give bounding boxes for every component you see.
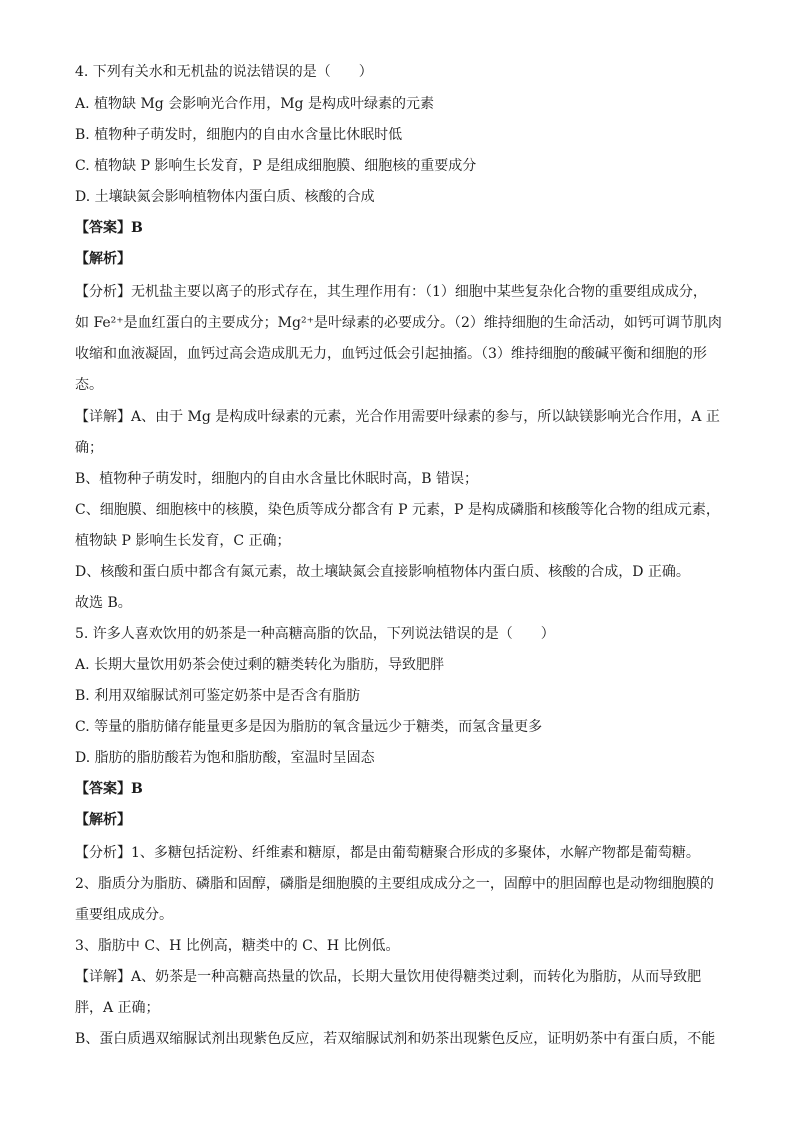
question-4-option-c: C. 植物缺 P 影响生长发育，P 是组成细胞膜、细胞核的重要成分 [75,158,477,174]
question-5-option-d: D. 脂肪的脂肪酸若为饱和脂肪酸，室温时呈固态 [75,750,375,766]
question-4-detail-line: C、细胞膜、细胞核中的核膜，染色质等成分都含有 P 元素，P 是构成磷脂和核酸等化合物的组成元素， [75,502,720,518]
question-5-fenxi-line: 重要组成成分。 [75,907,173,923]
question-4-detail-line: D、核酸和蛋白质中都含有氮元素，故土壤缺氮会直接影响植物体内蛋白质、核酸的合成，D 正确。 [75,564,690,580]
question-5-detail-line: B、蛋白质遇双缩脲试剂出现紫色反应，若双缩脲试剂和奶茶出现紫色反应，证明奶茶中有蛋白质，不能 [75,1031,716,1047]
question-4-analysis-header: 【解析】 [75,251,131,267]
question-5-option-a: A. 长期大量饮用奶茶会使过剩的糖类转化为脂肪，导致肥胖 [75,657,445,673]
question-4-detail-line: B、植物种子萌发时，细胞内的自由水含量比休眠时高，B 错误； [75,471,479,487]
question-4-option-b: B. 植物种子萌发时，细胞内的自由水含量比休眠时低 [75,127,403,143]
question-5-option-c: C. 等量的脂肪储存能量更多是因为脂肪的氧含量远少于糖类，而氢含量更多 [75,719,543,735]
question-5-fenxi-line: 2、脂质分为脂肪、磷脂和固醇，磷脂是细胞膜的主要组成成分之一，固醇中的胆固醇也是动物细胞膜的 [75,876,714,892]
question-4-detail-line: 【详解】A、由于 Mg 是构成叶绿素的元素，光合作用需要叶绿素的参与，所以缺镁影响光合作用，A 正 [75,409,720,425]
question-4-option-d: D. 土壤缺氮会影响植物体内蛋白质、核酸的合成 [75,189,375,205]
question-4-option-a: A. 植物缺 Mg 会影响光合作用，Mg 是构成叶绿素的元素 [75,96,434,112]
question-5-fenxi-line: 3、脂肪中 C、H 比例高，糖类中的 C、H 比例低。 [75,938,400,954]
question-5-fenxi-line: 【分析】1、多糖包括淀粉、纤维素和糖原，都是由葡萄糖聚合形成的多聚体，水解产物都是葡萄糖。 [75,845,700,861]
question-4-stem: 4. 下列有关水和无机盐的说法错误的是（ ） [75,64,373,80]
question-4-fenxi-line: 【分析】无机盐主要以离子的形式存在，其生理作用有：（1）细胞中某些复杂化合物的重要组成成分， [75,284,707,300]
question-5-stem: 5. 许多人喜欢饮用的奶茶是一种高糖高脂的饮品，下列说法错误的是（ ） [75,626,555,642]
question-4-fenxi-line: 如 Fe²⁺是血红蛋白的主要成分；Mg²⁺是叶绿素的必要成分。（2）维持细胞的生命活动，如钙可调节肌肉 [75,315,722,331]
question-4-detail-line: 植物缺 P 影响生长发育，C 正确； [75,533,291,549]
question-4-answer: 【答案】B [75,220,143,236]
question-4-detail-line: 确； [75,440,103,456]
question-5-detail-line: 【详解】A、奶茶是一种高糖高热量的饮品，长期大量饮用使得糖类过剩，而转化为脂肪，从而导致肥 [75,969,702,985]
question-4-fenxi-line: 态。 [75,377,103,393]
question-4-fenxi-line: 收缩和血液凝固，血钙过高会造成肌无力，血钙过低会引起抽搐。（3）维持细胞的酸碱平衡和细胞的形 [75,346,707,362]
question-5-answer: 【答案】B [75,781,143,797]
question-5-option-b: B. 利用双缩脲试剂可鉴定奶茶中是否含有脂肪 [75,688,361,704]
question-5-detail-line: 胖，A 正确； [75,1000,160,1016]
question-5-analysis-header: 【解析】 [75,812,131,828]
question-4-detail-line: 故选 B。 [75,595,132,611]
